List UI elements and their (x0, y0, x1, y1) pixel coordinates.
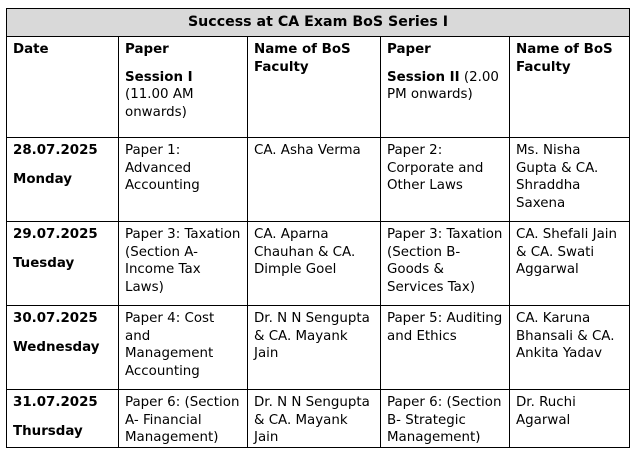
paper-session-2-cell: Paper 6: (Section B- Strategic Management) (381, 390, 510, 448)
header-faculty-2: Name of BoS Faculty (510, 37, 630, 138)
header-paper-session-1 (119, 37, 248, 138)
row-date: 28.07.2025 (13, 143, 98, 158)
table-row (7, 138, 630, 222)
faculty-2-cell: CA. Shefali Jain & CA. Swati Aggarwal (510, 222, 630, 306)
row-day: Thursday (13, 423, 83, 439)
header-faculty-1: Name of BoS Faculty (248, 37, 381, 138)
table-row (7, 390, 630, 448)
paper-session-2-cell: Paper 2: Corporate and Other Laws (381, 138, 510, 222)
table-row (7, 306, 630, 390)
header-date: Date (7, 37, 119, 138)
date-cell (7, 306, 119, 390)
paper-session-1-cell: Paper 3: Taxation (Section A- Income Tax Laws) (119, 222, 248, 306)
schedule-table (6, 8, 630, 448)
row-day: Tuesday (13, 255, 75, 271)
date-cell (7, 138, 119, 222)
table-title: Success at CA Exam BoS Series I (7, 9, 630, 37)
paper-session-2-cell: Paper 5: Auditing and Ethics (381, 306, 510, 390)
faculty-2-cell: Ms. Nisha Gupta & CA. Shraddha Saxena (510, 138, 630, 222)
faculty-2-cell: CA. Karuna Bhansali & CA. Ankita Yadav (510, 306, 630, 390)
row-day: Wednesday (13, 339, 100, 355)
paper-session-1-cell: Paper 6: (Section A- Financial Management) (119, 390, 248, 448)
table-row (7, 222, 630, 306)
faculty-2-cell: Dr. Ruchi Agarwal (510, 390, 630, 448)
schedule-table-wrapper (6, 8, 629, 448)
header-session-2-line (387, 69, 503, 104)
row-date: 30.07.2025 (13, 311, 98, 326)
date-cell (7, 390, 119, 448)
header-session-1-time: (11.00 AM onwards) (125, 87, 194, 120)
row-date: 29.07.2025 (13, 227, 98, 242)
header-row (7, 37, 630, 138)
date-cell (7, 222, 119, 306)
header-session-1-label: Session I (125, 69, 193, 85)
row-date: 31.07.2025 (13, 395, 98, 410)
paper-session-1-cell: Paper 4: Cost and Management Accounting (119, 306, 248, 390)
faculty-1-cell: Dr. N N Sengupta & CA. Mayank Jain (248, 306, 381, 390)
faculty-1-cell: CA. Aparna Chauhan & CA. Dimple Goel (248, 222, 381, 306)
paper-session-1-cell: Paper 1: Advanced Accounting (119, 138, 248, 222)
header-session-2-time: (2.00 PM onwards) (387, 69, 499, 102)
faculty-1-cell: CA. Asha Verma (248, 138, 381, 222)
header-paper-1-label: Paper (125, 42, 169, 57)
header-paper-session-2 (381, 37, 510, 138)
paper-session-2-cell: Paper 3: Taxation (Section B- Goods & Services Tax) (381, 222, 510, 306)
faculty-1-cell: Dr. N N Sengupta & CA. Mayank Jain (248, 390, 381, 448)
header-paper-2-label: Paper (387, 42, 431, 57)
header-session-2-label: Session II (387, 69, 460, 85)
row-day: Monday (13, 171, 72, 187)
